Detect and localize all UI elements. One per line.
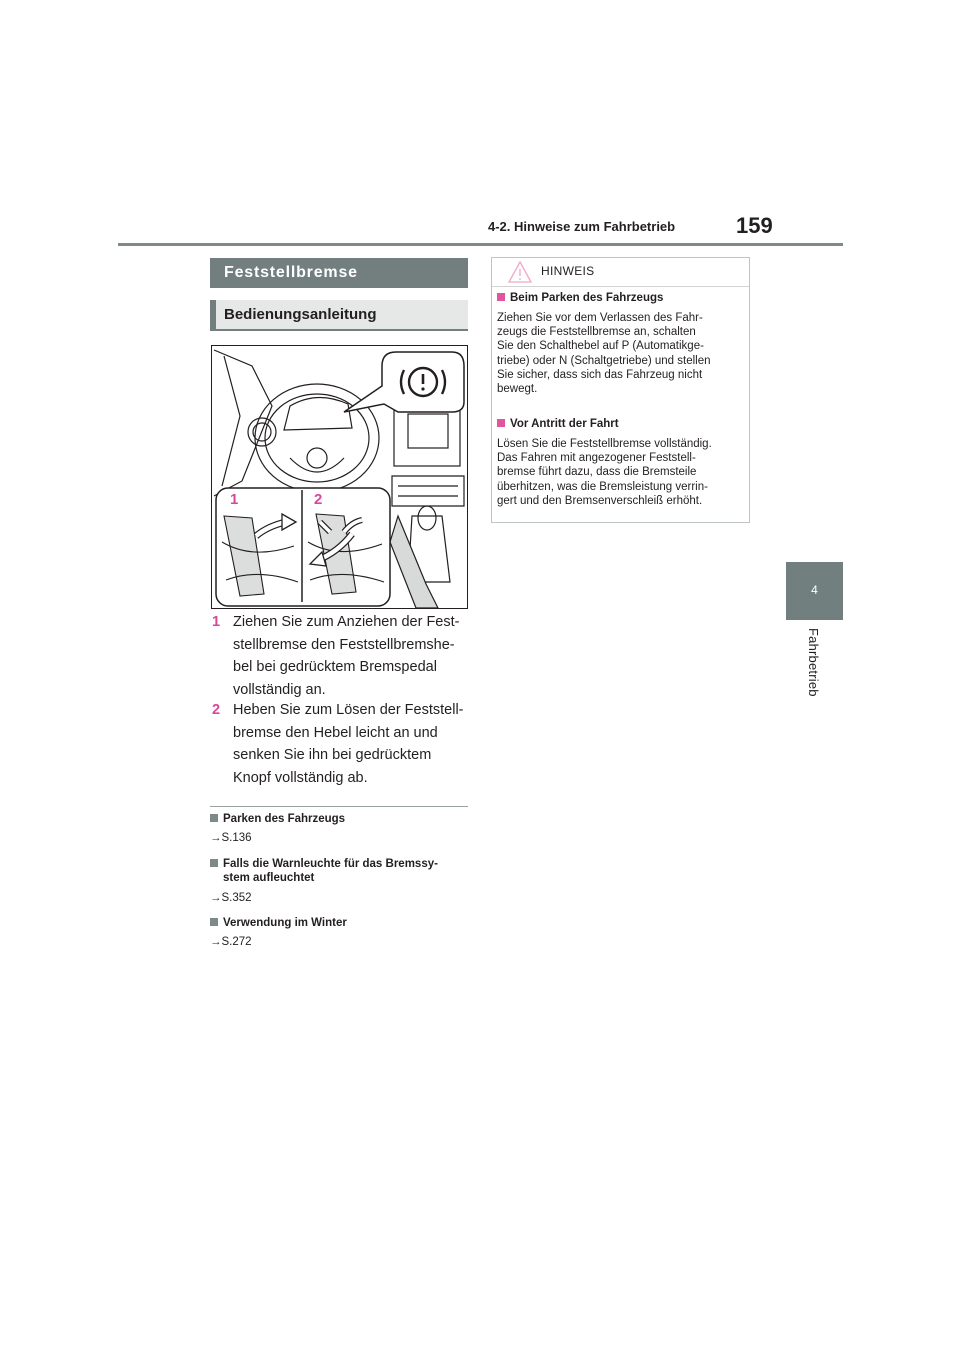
step-line: Heben Sie zum Lösen der Feststell- — [233, 702, 464, 718]
note-ref-parking: →S.136 — [210, 832, 252, 844]
step-line: Ziehen Sie zum Anziehen der Fest- — [233, 614, 460, 630]
running-header-section: 4-2. Hinweise zum Fahrbetrieb — [488, 219, 676, 234]
note-title-warning-light: Falls die Warnleuchte für das Bremssy- stem aufleuchtet — [210, 857, 472, 885]
section-title: Feststellbremse — [210, 258, 468, 288]
subsection-title: Bedienungsanleitung — [210, 300, 468, 331]
header-rule — [118, 243, 843, 246]
chapter-tab-number: 4 — [811, 583, 818, 597]
step-line: bel bei gedrücktem Bremspedal — [233, 659, 437, 675]
hint-text-parking: Ziehen Sie vor dem Verlassen des Fahr- zeugs die Feststellbremse an, schalten Sie den Schalthebel auf P (Automatikge- triebe) oder N (Schaltgetriebe) und stellen Sie sicher, dass sich das Fahrzeug nicht bewegt. — [497, 312, 711, 396]
parking-brake-illustration — [211, 345, 468, 609]
step-line: vollständig an. — [233, 681, 326, 698]
figure-label-1: 1 — [230, 491, 239, 508]
bullet-square-icon — [210, 859, 218, 867]
bullet-square-icon — [210, 918, 218, 926]
center-display — [394, 404, 460, 466]
note-title-winter: Verwendung im Winter — [210, 916, 472, 930]
note-title-parking: Parken des Fahrzeugs — [210, 812, 472, 826]
parking-brake-drawing — [212, 346, 467, 608]
hint-label: HINWEIS — [541, 264, 595, 278]
step-2 — [212, 699, 472, 789]
bullet-square-icon — [210, 814, 218, 822]
hint-title-parking: Beim Parken des Fahrzeugs — [497, 292, 663, 304]
bullet-square-icon — [497, 419, 505, 427]
hint-text-before-driving: Lösen Sie die Feststellbremse vollständig. Das Fahren mit angezogener Feststell- bremse führt dazu, dass die Bremsteile überhitzen, was die Bremsleistung verrin- gert und den Bremsenverschleiß erhöht. — [497, 438, 712, 507]
note-ref-winter: →S.272 — [210, 936, 252, 948]
step-number: 2 — [212, 702, 221, 718]
step-number: 1 — [212, 614, 221, 630]
chapter-tab-label: Fahrbetrieb — [806, 628, 821, 697]
step-line: senken Sie ihn bei gedrücktem — [233, 747, 432, 763]
note-ref-warning-light: →S.352 — [210, 892, 252, 904]
brake-lever — [390, 516, 438, 608]
figure-label-2: 2 — [314, 491, 323, 508]
warning-triangle-icon — [507, 260, 533, 289]
step-line: stellbremse den Feststellbremshe- — [233, 636, 455, 653]
instrument-cluster — [284, 397, 352, 430]
notes-divider — [210, 806, 468, 807]
hint-title-before-driving: Vor Antritt der Fahrt — [497, 418, 619, 430]
step-line: bremse den Hebel leicht an und — [233, 724, 438, 741]
step-1 — [212, 611, 472, 701]
bullet-square-icon — [497, 293, 505, 301]
page-number: 159 — [736, 213, 773, 238]
step-line: Knopf vollständig ab. — [233, 769, 368, 786]
